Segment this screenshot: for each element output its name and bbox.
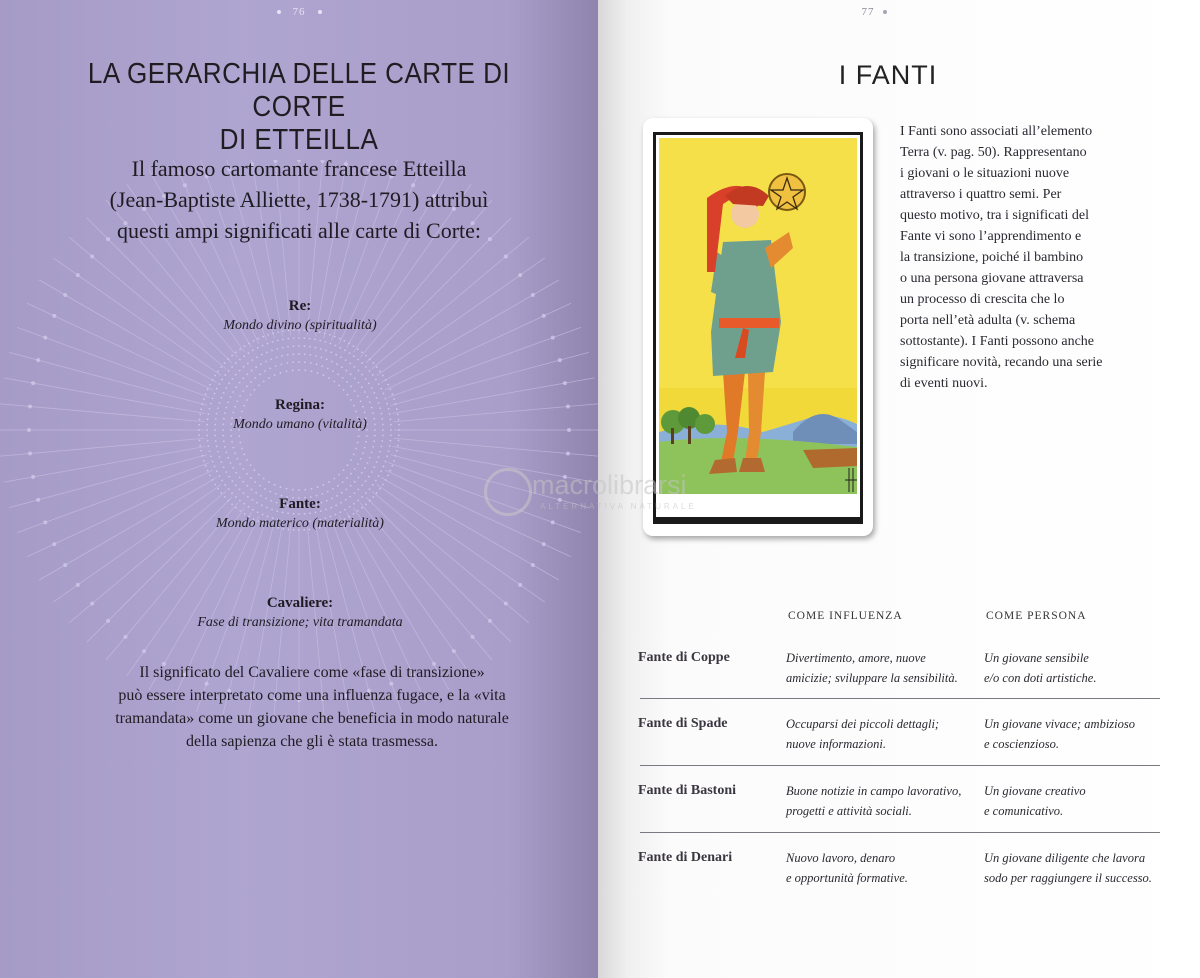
table-row: Fante di Coppe Divertimento, amore, nuove amicizie; sviluppare la sensibilità. Un giovane sensibile e/o con doti artistiche. xyxy=(638,644,1160,710)
row-divider xyxy=(640,832,1160,833)
fanti-description: I Fanti sono associati all’elemento Terra (v. pag. 50). Rappresentano i giovani o le situazioni nuove attraverso i quattro semi. Per questo motivo, tra i significati del Fante vi sono l’apprendimento e la transizione, poiché il bambino o una persona giovane attraversa un processo di crescita che lo porta nell’età adulta (v. schema sottostante). I Fanti possono anche significare novità, recando una serie di eventi nuovi. xyxy=(900,124,1103,391)
intro-text: Il famoso cartomante francese Etteilla (Jean-Baptiste Alliette, 1738-1791) attribuì questi ampi significati alle carte di Corte: xyxy=(109,156,489,243)
table-header-person: COME PERSONA xyxy=(986,610,1087,622)
court-card-fante: Fante: Mondo materico (materialità) xyxy=(216,496,384,531)
watermark-subtext: ALTERNATIVA NATURALE xyxy=(540,502,697,511)
ornament-dot xyxy=(883,10,887,14)
left-page-title xyxy=(66,58,532,157)
court-card-re: Re: Mondo divino (spiritualità) xyxy=(223,298,377,333)
court-card-cavaliere: Cavaliere: Fase di transizione; vita tramandata xyxy=(197,595,403,630)
row-divider xyxy=(640,698,1160,699)
court-card-regina: Regina: Mondo umano (vitalità) xyxy=(233,397,367,432)
closing-paragraph: Il significato del Cavaliere come «fase di transizione» può essere interpretato come una influenza fugace, e la «vita tramandata» come un giovane che beneficia in modo naturale della sapienza che gli è stata trasmessa. xyxy=(115,664,509,750)
page-number-left: 76 xyxy=(0,6,598,18)
table-row: Fante di Denari Nuovo lavoro, denaro e opportunità formative. Un giovane diligente che lavora sodo per raggiungere il successo. xyxy=(638,850,1152,885)
title-line: DI ETTEILLA xyxy=(219,124,379,156)
ornament-dot xyxy=(318,10,322,14)
page-number-right: 77 xyxy=(598,6,1158,18)
title-line: LA GERARCHIA DELLE CARTE DI CORTE xyxy=(87,58,511,123)
watermark-text: macrolibrarsi xyxy=(532,470,687,500)
row-divider xyxy=(640,765,1160,766)
checkmark-logo-icon xyxy=(484,468,532,516)
table-row: Fante di Bastoni Buone notizie in campo lavorativo, progetti e attività sociali. Un giovane creativo e comunicativo. xyxy=(638,777,1160,843)
right-page-title: I FANTI xyxy=(838,60,938,90)
table-header-influence: COME INFLUENZA xyxy=(788,610,903,622)
page-of-pentacles-illustration xyxy=(653,132,863,524)
table-row: Fante di Spade Occuparsi dei piccoli dettagli; nuove informazioni. Un giovane vivace; ambizioso e coscienzioso. xyxy=(638,710,1160,776)
watermark xyxy=(484,468,764,528)
ornament-dot xyxy=(277,10,281,14)
